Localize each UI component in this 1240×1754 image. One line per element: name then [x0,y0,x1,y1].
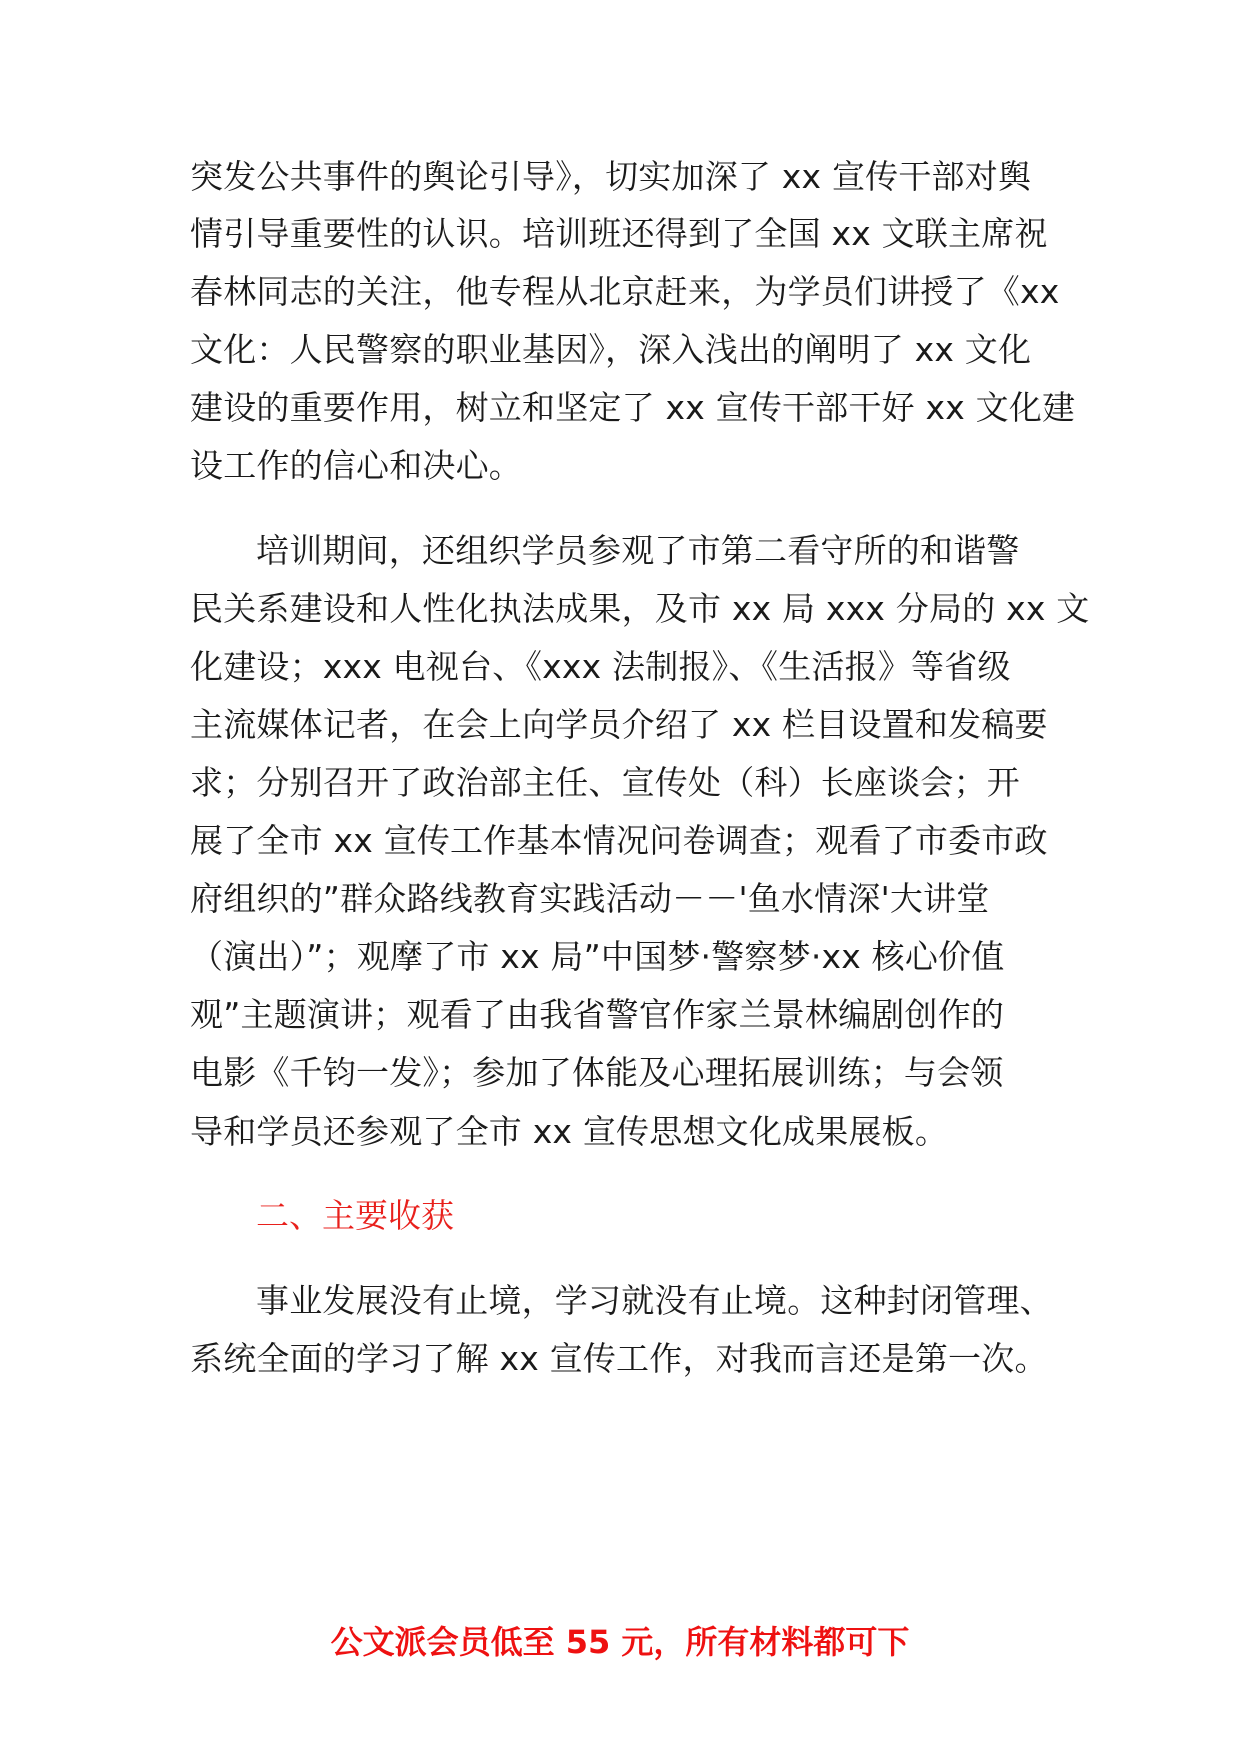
body-text-line: 情引导重要性的认识。培训班还得到了全国 xx 文联主席祝 [190,214,1048,253]
body-text-line: 突发公共事件的舆论引导》，切实加深了 xx 宣传干部对舆 [190,157,1032,196]
body-text-line: 府组织的”群众路线教育实践活动－－'鱼水情深'大讲堂 [190,879,990,918]
body-text-line: 电影《千钧一发》；参加了体能及心理拓展训练；与会领 [190,1053,1004,1092]
body-text-line: 设工作的信心和决心。 [190,446,522,485]
body-text-line: 建设的重要作用，树立和坚定了 xx 宣传干部干好 xx 文化建 [190,388,1076,427]
body-text-line: 事业发展没有止境，学习就没有止境。这种封闭管理、 [256,1281,1053,1320]
body-text-line: 求；分别召开了政治部主任、宣传处（科）长座谈会；开 [190,763,1020,802]
body-text-line: （演出）”；观摩了市 xx 局”中国梦·警察梦·xx 核心价值 [190,937,1005,976]
body-text-line: 民关系建设和人性化执法成果，及市 xx 局 xxx 分局的 xx 文 [190,589,1090,628]
body-text-line: 春林同志的关注，他专程从北京赶来，为学员们讲授了《xx [190,272,1060,311]
body-text-line: 主流媒体记者，在会上向学员介绍了 xx 栏目设置和发稿要 [190,705,1048,744]
promo-banner: 公文派会员低至 55 元，所有材料都可下 [330,1623,910,1661]
body-text-line: 系统全面的学习了解 xx 宣传工作，对我而言还是第一次。 [190,1339,1048,1378]
section-heading: 二、主要收获 [256,1196,454,1235]
body-text-line: 文化：人民警察的职业基因》，深入浅出的阐明了 xx 文化 [190,330,1032,369]
body-text-line: 观”主题演讲；观看了由我省警官作家兰景林编剧创作的 [190,995,1005,1034]
body-text-line: 化建设；xxx 电视台、《xxx 法制报》、《生活报》等省级 [190,647,1011,686]
body-text-line: 培训期间，还组织学员参观了市第二看守所的和谐警 [256,531,1020,570]
body-text-line: 导和学员还参观了全市 xx 宣传思想文化成果展板。 [190,1112,949,1151]
body-text-line: 展了全市 xx 宣传工作基本情况问卷调查；观看了市委市政 [190,821,1048,860]
